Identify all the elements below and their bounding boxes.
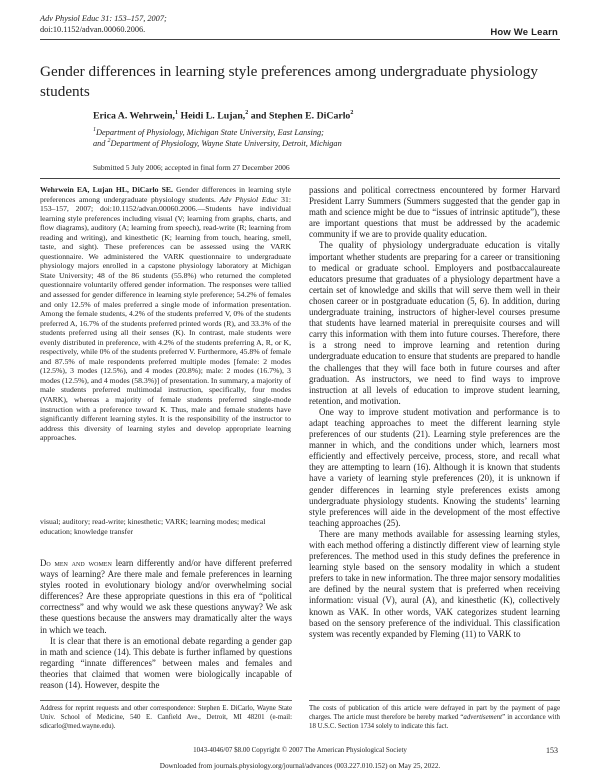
- affiliation-1-text: Department of Physiology, Michigan State University, East Lansing;: [96, 127, 324, 137]
- left-footnote-rule: [40, 700, 292, 701]
- abstract-citation: 31: 153–157, 2007; doi:10.1152/advan.00060.2006.—: [40, 194, 291, 214]
- page-number: 153: [546, 746, 558, 755]
- author-3-sup: 2: [350, 110, 354, 116]
- right-paragraph-4: There are many methods available for assessing learning styles, with each method offering a distinctly different view of learning style preferences. The method used in this study defines the preference in learning style based on the sensory modality in which a student prefers to take in new information. The three major sensory modalities are defined by the neural system that is preferred when receiving information: visual (V), aural (A), and kinesthetic (K), collectively known as VAK. In other words, VAK categorizes student learning based on the sensory preference of the individual. This classification system was recently expanded by Fleming (11) to VARK to: [309, 528, 560, 639]
- submission-dates: Submitted 5 July 2006; accepted in final form 27 December 2006: [93, 163, 290, 172]
- right-column-body: [309, 185, 560, 640]
- abstract-journal: Adv Physiol Educ: [215, 194, 278, 204]
- section-label: How We Learn: [490, 27, 558, 38]
- copyright-line: 1043-4046/07 $8.00 Copyright © 2007 The American Physiological Society: [193, 746, 407, 754]
- intro-text-1: learn differently and/or have different preferred ways of learning? Are there male and female preferences in learning styles rooted in evolutionary biology and/or overwhelming social differences? Are these appropriate questions in this era of “political correctness” and why would we ask these questions anyway? We ask these questions because the answers may dramatically alter the ways in which we teach.: [40, 558, 292, 635]
- page-charges-text-a: The costs of publication of this article were defrayed in part by the payment of page charges. The article must therefore be hereby marked “: [309, 705, 560, 721]
- right-paragraph-1: passions and political correctness encountered by former Harvard President Larry Summers (Summers suggested that the gender gap in math and science might be due to “issues of intrinsic aptitude”), these are important questions that must be addressed by the academic community if we are to provide quality education.: [309, 185, 560, 240]
- abstract-lead: Wehrwein EA, Lujan HL, DiCarlo SE.: [40, 185, 173, 194]
- author-1: Erica A. Wehrwein,: [93, 110, 176, 122]
- title-rule: [40, 178, 560, 179]
- abstract-title: Gender differences in learning style preferences among undergraduate physiology students.: [40, 185, 291, 204]
- article-title: Gender differences in learning style preferences among undergraduate physiology students: [40, 63, 538, 100]
- author-1-sup: 1: [175, 110, 179, 116]
- journal-line: Adv Physiol Educ 31: 153–157, 2007;: [40, 14, 167, 23]
- running-header: [40, 14, 560, 35]
- abstract: [40, 185, 291, 443]
- affiliation-2-text: Department of Physiology, Wayne State University, Detroit, Michigan: [110, 138, 342, 148]
- page-charges-emphasis: advertisement: [463, 713, 503, 721]
- keywords: visual; auditory; read-write; kinesthetic; VARK; learning modes; medical education; knowledge transfer: [40, 517, 266, 536]
- doi-line: doi:10.1152/advan.00060.2006.: [40, 24, 146, 34]
- download-notice: Downloaded from journals.physiology.org/journal/advances (003.227.010.152) on May 25, 2022.: [159, 762, 441, 770]
- intro-paragraph-2: It is clear that there is an emotional debate regarding a gender gap in math and science (14). This debate is further inflamed by questions regarding “innate differences” between males and females and theories that claimed that women were biologically incapable of reason (14). However, despite the: [40, 635, 292, 691]
- correspondence-footnote: Address for reprint requests and other correspondence: Stephen E. DiCarlo, Wayne State Univ. School of Medicine, 540 E. Canfield Ave., Detroit, MI 48201 (e-mail: sdicarlo@med.wayne.edu).: [40, 705, 292, 730]
- intro-lead: Do men and women: [40, 558, 112, 568]
- author-2-sup: 2: [245, 110, 249, 116]
- author-3: and Stephen E. DiCarlo: [248, 110, 351, 122]
- page-charges-text-b: ” in accordance with 18 U.S.C. Section 1734 solely to indicate this fact.: [309, 713, 560, 730]
- author-2: Heidi L. Lujan,: [178, 110, 246, 122]
- affiliation-1-sup: 1: [93, 127, 96, 133]
- right-paragraph-3: One way to improve student motivation and performance is to adapt teaching approaches to meet the different learning style preferences of our students (21). Learning style preferences are the manner in which, and the conditions under which, learners most efficiently and effectively perceive, process, store, and recall what they are attempting to learn (16). Although it is known that students have a variety of learning style preferences (20), it is unknown if gender differences in learning style preferences exists among undergraduate physiology students. Knowing the students’ learning style preferences will aide in the development of the most effective teaching approaches (25).: [309, 406, 560, 528]
- left-column-body: [40, 558, 292, 691]
- author-line: [93, 110, 353, 121]
- header-rule: [40, 39, 560, 40]
- right-paragraph-2: The quality of physiology undergraduate education is vitally important whether students are preparing for a career or transitioning to medical or graduate school. Employers and postbaccalaureate educators presume that graduates of a physiology department have a certain set of knowledge and skills that will serve them well in their chosen career or in postgraduate education (5, 6). In addition, during undergraduate training, instructors of higher-level courses presume that students have learned material in prerequisite courses and will carry this information with them into future courses. Therefore, there is a strong need to improve learning and retention during undergraduate education to ensure that students are prepared to handle the challenges that they will face both in future courses and after graduation. As instructors, we need to find ways to improve instruction at all levels of education to improve student learning, retention, and motivation.: [309, 240, 560, 406]
- affiliation-2-sup: 2: [107, 138, 111, 144]
- right-footnote-rule: [309, 700, 560, 701]
- page-charges-footnote: [309, 705, 560, 731]
- abstract-body: Students have individual learning style preferences including visual (V; learning from graphs, charts, and flow diagrams), auditory (A; learning from speech), read-write (R; learning from reading and writing), and kinesthetic (K; learning from touch, hearing, smell, taste, and sight). These preferences can be assessed using the VARK questionnaire. We administered the VARK questionnaire to undergraduate physiology majors enrolled in a capstone physiology laboratory at Michigan State University; 48 of the 86 students (55.8%) who returned the completed questionnaire voluntarily offered gender information. The responses were tallied and assessed for gender difference in learning style preference; 54.2% of females and only 12.5% of males preferred a single mode of information presentation. Among the female students, 4.2% of the students preferred V, 0% of the students preferred A, 16.7% of the students preferred printed words (R), and 33.3% of the students preferred using all their senses (K). In contrast, male students were evenly distributed in preference, with 4.2% of the students preferring A, R, or K, respectively, while 0% of the students preferred V. Furthermore, 45.8% of female and 87.5% of male respondents preferred multiple modes [female: 2 modes (12.5%), 3 modes (12.5%), and 4 modes (20.8%); male: 2 modes (16.7%), 3 modes (12.5%), and 4 modes (58.3%)] of presentation. In summary, a majority of male students preferred multimodal instruction, specifically, four modes (VARK), whereas a majority of female students preferred single-mode instruction with a preference toward K. Thus, male and female students have significantly different learning styles. It is the responsibility of the instructor to address this diversity of learning styles and develop appropriate learning approaches.: [40, 204, 291, 443]
- affiliation-2-prefix: and: [93, 138, 108, 148]
- intro-paragraph-1: [40, 558, 292, 636]
- affiliation-2: [93, 136, 342, 149]
